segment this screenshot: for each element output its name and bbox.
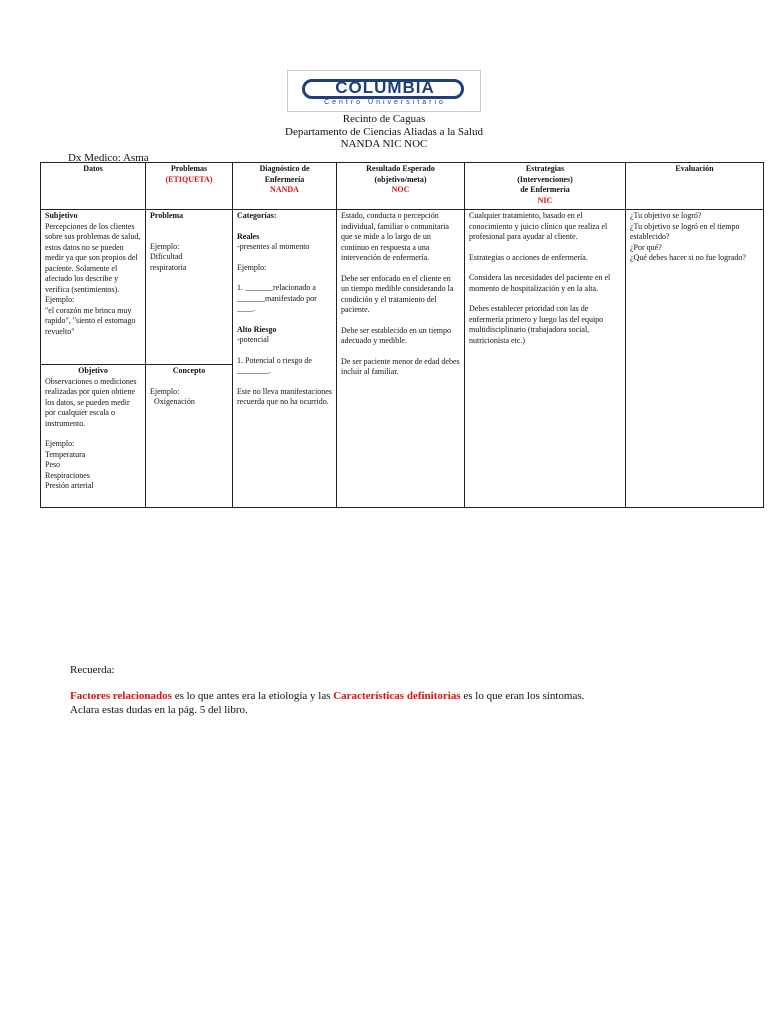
noc-tag: NOC [391,185,410,194]
col-header-problemas: Problemas (ETIQUETA) [146,163,233,210]
header-campus: Recinto de Caguas [342,113,426,125]
cell-estrategias: Cualquier tratamiento, basado en el conocimiento y juicio clínico que realiza el profesional para ayudar al cliente. Estrategias o acciones de enfermería. Considera las necesidades del paciente en el momento de hospitalización y en la alta. Debes establecer prioridad con las de enfermería primero y luego las del equipo multidisciplinario (trabajadora social, nutricionista etc.) [465,210,626,508]
cell-resultado: Estado, conducta o percepción individual, familiar o comunitaria que se mide a lo largo de un continuo en respuesta a una intervención de enfermería. Debe ser enfocado en el cliente en un tiempo medible considerando la condición y el tratamiento del paciente. Debe ser establecido en un tiempo adecuado y medible. De ser paciente menor de edad debes incluir al familiar. [337,210,465,508]
logo-subtitle: Centro Universitario [324,99,446,106]
etiqueta-tag: (ETIQUETA) [165,174,213,184]
cell-concepto: Concepto Ejemplo: Oxigenación [146,365,233,508]
col-header-estrategias: Estrategias (Intervenciones) de Enfermería NIC [465,163,626,210]
cell-problema: Problema Ejemplo: Dificultad respiratoria [146,210,233,365]
columbia-logo [287,70,481,112]
objetivo-item: Peso [45,460,61,469]
objetivo-item: Presión arterial [45,481,94,490]
objetivo-item: Temperatura [45,449,86,459]
nic-tag: NIC [537,195,553,205]
header-title: NANDA NIC NOC [340,138,428,150]
cell-evaluacion: ¿Tu objetivo se logró? ¿Tu objetivo se logró en el tiempo establecido? ¿Por qué? ¿Qué debes hacer si no fue logrado? [626,210,764,508]
col-header-evaluacion: Evaluación [626,163,764,210]
note-line-1: Factores relacionados es lo que antes era la etiología y las Características definitorias es lo que eran los síntomas. [70,690,585,702]
logo-wordmark: COLUMBIA [335,78,435,97]
col-header-resultado: Resultado Esperado (objetivo/meta) NOC [337,163,465,210]
medical-diagnosis: Dx Medico: Asma [68,152,149,164]
header-department: Departamento de Ciencias Aliadas a la Salud [285,126,483,138]
care-plan-table [40,162,764,508]
note-line-2: Aclara estas dudas en la pág. 5 del libro. [70,704,248,716]
cell-diagnostico: Categorías: Reales -presentes al momento Ejemplo: 1. _______relacionado a _______manifestado por ____. Alto Riesgo -potencial 1. Potencial o riesgo de ________. Este no lleva manifestaciones recuerda que no ha ocurrido. [233,210,337,508]
factores-relacionados: Factores relacionados [70,690,172,702]
objetivo-item: Respiraciones [45,470,90,480]
table-header-row [41,163,764,210]
col-header-diagnostico: Diagnóstico de Enfermería NANDA [233,163,337,210]
caracteristicas-definitorias: Características definitorias [333,690,461,702]
table-row-subjetivo [41,210,764,365]
cell-objetivo: Objetivo Observaciones o mediciones realizadas por quien obtiene los datos, se pueden medir por cualquier escala o instrumento. Ejemplo: Temperatura Peso Respiraciones Presión arterial [41,365,146,508]
nanda-tag: NANDA [270,185,299,194]
recuerda-label: Recuerda: [70,664,115,676]
col-header-datos: Datos [41,163,146,210]
cell-subjetivo: Subjetivo Percepciones de los clientes sobre sus problemas de salud, estos datos no se pueden medir ya que son propios del paciente. Solamente el afectado los describe y verifica (sentimientos). Ejemplo: "el corazón me brinca muy rapido", "siento el estomago revuelto" [41,210,146,365]
